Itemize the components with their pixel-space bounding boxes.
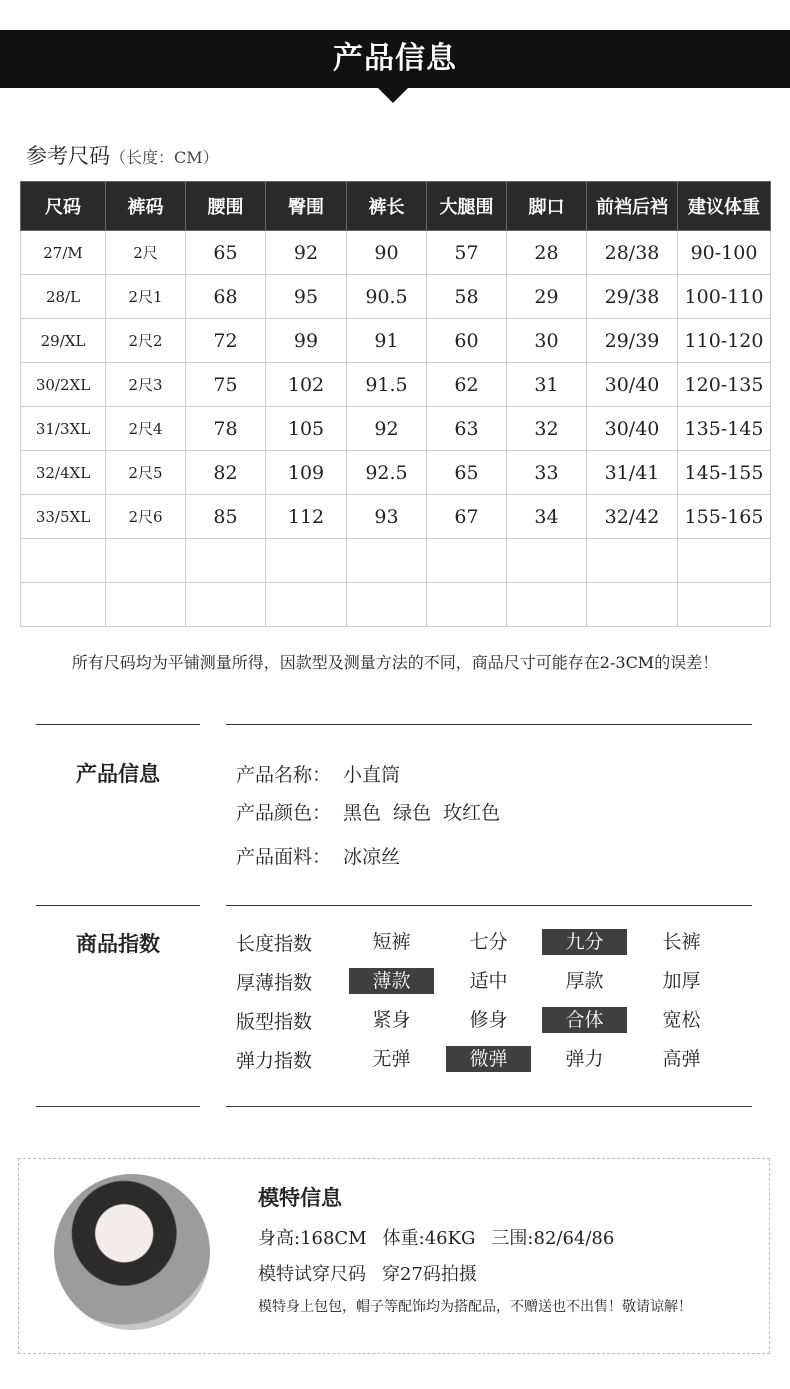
size-cell <box>21 539 106 583</box>
size-cell: 92.5 <box>347 451 427 495</box>
size-cell: 95 <box>266 275 347 319</box>
size-cell: 2尺1 <box>106 275 186 319</box>
size-cell <box>347 539 427 583</box>
size-column-header: 建议体重 <box>678 182 771 231</box>
size-cell: 110-120 <box>678 319 771 363</box>
size-column-header: 裤长 <box>347 182 427 231</box>
size-cell: 2尺4 <box>106 407 186 451</box>
index-option: 弹力 <box>565 1048 604 1070</box>
size-cell: 93 <box>347 495 427 539</box>
product-name-row <box>236 760 400 787</box>
size-cell: 91.5 <box>347 363 427 407</box>
size-row <box>21 363 771 407</box>
size-cell: 145-155 <box>678 451 771 495</box>
measurement-note: 所有尺码均为平铺测量所得，因款型及测量方法的不同，商品尺寸可能存在2-3CM的误差！ <box>71 653 719 672</box>
index-option: 无弹 <box>372 1048 411 1070</box>
size-cell: 2尺5 <box>106 451 186 495</box>
size-cell: 91 <box>347 319 427 363</box>
size-column-header: 前裆后裆 <box>587 182 678 231</box>
size-cell: 31 <box>507 363 587 407</box>
size-cell <box>266 583 347 627</box>
size-cell <box>427 583 507 627</box>
size-cell: 32/42 <box>587 495 678 539</box>
size-cell: 109 <box>266 451 347 495</box>
size-cell: 155-165 <box>678 495 771 539</box>
divider <box>226 905 752 906</box>
size-cell: 57 <box>427 231 507 275</box>
size-cell: 90-100 <box>678 231 771 275</box>
divider <box>36 724 200 725</box>
index-option-selected: 九分 <box>542 929 627 955</box>
index-option: 修身 <box>469 1009 508 1031</box>
size-cell: 112 <box>266 495 347 539</box>
product-fabric-value: 冰凉丝 <box>343 846 401 868</box>
size-cell: 29/38 <box>587 275 678 319</box>
size-cell <box>678 539 771 583</box>
size-chart-header-row <box>21 182 771 231</box>
size-cell <box>106 539 186 583</box>
index-row-label: 长度指数 <box>236 933 313 955</box>
size-cell <box>266 539 347 583</box>
size-cell: 68 <box>186 275 266 319</box>
index-option: 宽松 <box>662 1009 701 1031</box>
size-cell <box>587 583 678 627</box>
size-column-header: 脚口 <box>507 182 587 231</box>
size-cell: 120-135 <box>678 363 771 407</box>
index-option: 适中 <box>469 970 508 992</box>
size-cell: 29/39 <box>587 319 678 363</box>
size-row <box>21 583 771 627</box>
size-cell <box>186 539 266 583</box>
divider <box>36 1106 200 1107</box>
index-row-label: 弹力指数 <box>236 1050 313 1072</box>
size-cell <box>507 539 587 583</box>
size-cell: 32 <box>507 407 587 451</box>
size-cell: 67 <box>427 495 507 539</box>
size-row <box>21 539 771 583</box>
divider <box>226 724 752 725</box>
size-chart-heading <box>26 140 219 170</box>
size-cell: 65 <box>427 451 507 495</box>
size-cell: 30 <box>507 319 587 363</box>
index-row-label: 版型指数 <box>236 1011 313 1033</box>
index-option: 加厚 <box>662 970 701 992</box>
size-column-header: 腰围 <box>186 182 266 231</box>
size-row <box>21 275 771 319</box>
index-option: 高弹 <box>662 1048 701 1070</box>
size-cell <box>587 539 678 583</box>
size-column-header: 大腿围 <box>427 182 507 231</box>
size-cell: 72 <box>186 319 266 363</box>
index-option: 厚款 <box>565 970 604 992</box>
size-cell: 78 <box>186 407 266 451</box>
product-info-title: 产品信息 <box>76 761 160 786</box>
size-cell: 30/40 <box>587 363 678 407</box>
size-column-header: 臀围 <box>266 182 347 231</box>
size-cell: 28 <box>507 231 587 275</box>
size-row <box>21 495 771 539</box>
model-info-title: 模特信息 <box>258 1185 342 1210</box>
size-cell: 34 <box>507 495 587 539</box>
model-accessory-note: 模特身上包包，帽子等配饰均为搭配品，不赠送也不出售！敬请谅解！ <box>258 1299 692 1315</box>
size-cell: 2尺2 <box>106 319 186 363</box>
model-measurements: 三围:82/64/86 <box>491 1228 615 1249</box>
product-color-label: 产品颜色： <box>236 802 332 824</box>
size-cell: 30/40 <box>587 407 678 451</box>
size-cell: 2尺 <box>106 231 186 275</box>
model-stats <box>258 1224 614 1250</box>
size-chart-title: 参考尺码 <box>26 144 110 168</box>
index-option: 七分 <box>469 931 508 953</box>
size-cell: 28/L <box>21 275 106 319</box>
model-weight: 体重:46KG <box>382 1228 476 1249</box>
model-height: 身高:168CM <box>258 1228 367 1249</box>
size-cell: 30/2XL <box>21 363 106 407</box>
size-cell: 99 <box>266 319 347 363</box>
size-cell: 28/38 <box>587 231 678 275</box>
size-cell: 32/4XL <box>21 451 106 495</box>
product-fabric-label: 产品面料： <box>236 846 332 868</box>
size-row <box>21 407 771 451</box>
size-cell: 2尺3 <box>106 363 186 407</box>
size-cell: 33 <box>507 451 587 495</box>
product-fabric-row <box>236 842 400 869</box>
size-cell: 85 <box>186 495 266 539</box>
size-cell <box>186 583 266 627</box>
size-cell: 65 <box>186 231 266 275</box>
size-cell: 60 <box>427 319 507 363</box>
size-row <box>21 451 771 495</box>
index-option: 紧身 <box>372 1009 411 1031</box>
size-cell: 75 <box>186 363 266 407</box>
size-cell: 100-110 <box>678 275 771 319</box>
model-photo <box>54 1174 210 1330</box>
size-cell: 27/M <box>21 231 106 275</box>
size-cell <box>21 583 106 627</box>
size-cell: 31/41 <box>587 451 678 495</box>
size-row <box>21 319 771 363</box>
index-option-selected: 微弹 <box>446 1046 531 1072</box>
index-option-selected: 薄款 <box>349 968 434 994</box>
model-size <box>258 1260 477 1286</box>
product-color-value: 黑色 绿色 玫红色 <box>343 802 501 824</box>
index-option-selected: 合体 <box>542 1007 627 1033</box>
index-option: 短裤 <box>372 931 411 953</box>
divider <box>36 905 200 906</box>
banner-pointer <box>377 87 409 103</box>
model-size-label: 模特试穿尺码 <box>258 1264 366 1285</box>
size-cell: 90.5 <box>347 275 427 319</box>
size-cell <box>678 583 771 627</box>
size-cell: 29/XL <box>21 319 106 363</box>
product-name-label: 产品名称： <box>236 764 332 786</box>
size-chart-unit: （长度：CM） <box>110 148 219 167</box>
size-cell: 33/5XL <box>21 495 106 539</box>
size-cell: 2尺6 <box>106 495 186 539</box>
size-cell <box>427 539 507 583</box>
size-cell: 62 <box>427 363 507 407</box>
index-row-label: 厚薄指数 <box>236 972 313 994</box>
size-row <box>21 231 771 275</box>
size-cell <box>507 583 587 627</box>
divider <box>226 1106 752 1107</box>
size-column-header: 尺码 <box>21 182 106 231</box>
index-option: 长裤 <box>662 931 701 953</box>
size-cell: 58 <box>427 275 507 319</box>
size-column-header: 裤码 <box>106 182 186 231</box>
size-cell: 105 <box>266 407 347 451</box>
size-cell <box>106 583 186 627</box>
size-cell: 63 <box>427 407 507 451</box>
size-cell <box>347 583 427 627</box>
size-cell: 29 <box>507 275 587 319</box>
product-name-value: 小直筒 <box>343 764 401 786</box>
model-size-value: 穿27码拍摄 <box>382 1264 477 1285</box>
product-index-title: 商品指数 <box>76 931 160 956</box>
size-cell: 135-145 <box>678 407 771 451</box>
size-cell: 82 <box>186 451 266 495</box>
size-cell: 31/3XL <box>21 407 106 451</box>
size-cell: 90 <box>347 231 427 275</box>
banner-title: 产品信息 <box>333 41 457 76</box>
size-cell: 92 <box>266 231 347 275</box>
size-cell: 92 <box>347 407 427 451</box>
size-chart-table <box>20 181 771 627</box>
product-color-row <box>236 798 500 825</box>
size-cell: 102 <box>266 363 347 407</box>
